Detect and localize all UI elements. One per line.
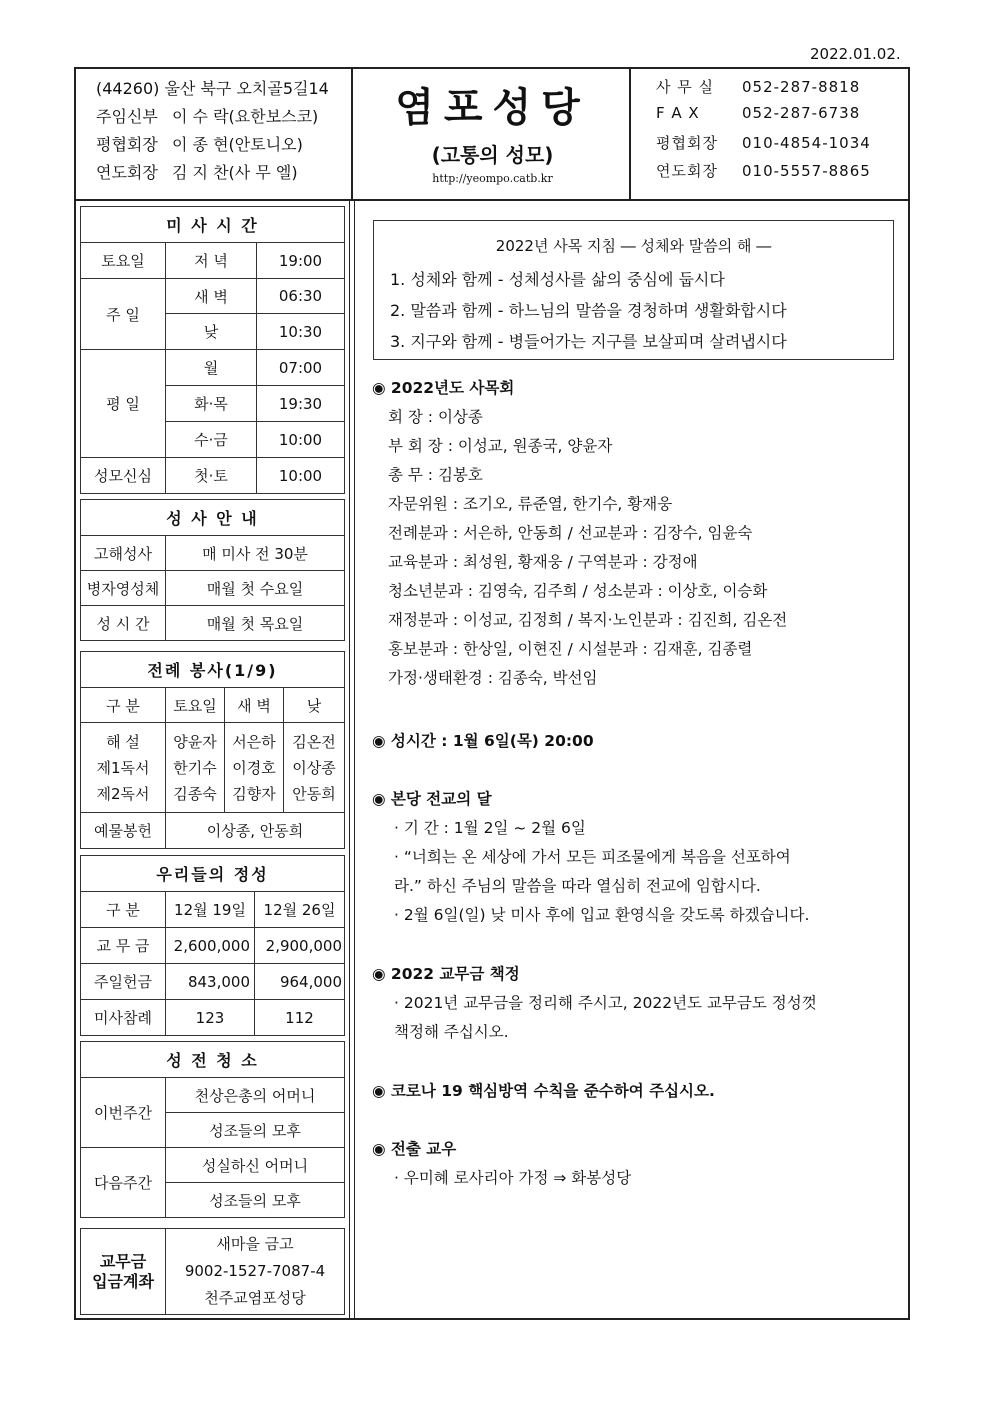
covid-heading: ◉ 코로나 19 핵심방역 수칙을 준수하여 주십시오.: [372, 1082, 715, 1100]
sun-day-time: 10:30: [257, 314, 345, 350]
council-row: 회 장 : 이상종: [388, 408, 483, 426]
liturgy-head-role: 구 분: [81, 688, 166, 723]
mary-label: 성모신심: [81, 458, 166, 494]
liturgy-dawn-names: 서은하 이경호 김향자: [225, 723, 284, 813]
liturgy-sat-names: 양윤자 한기수 김종숙: [166, 723, 225, 813]
mon-time: 07:00: [257, 350, 345, 386]
offering-head-dec19: 12월 19일: [166, 892, 255, 928]
mission-item: 라.” 하신 주님의 말씀을 따라 열심히 전교에 임합시다.: [394, 877, 761, 895]
council-row: 재정분과 : 이성교, 김정희 / 복지·노인분과 : 김진희, 김온전: [388, 611, 788, 629]
tithe-dec19: 2,600,000: [166, 928, 255, 964]
column-divider: [349, 201, 355, 1320]
council-row: 부 회 장 : 이성교, 원종국, 양윤자: [388, 437, 613, 455]
tithe-section: [372, 960, 817, 1047]
cleaning-table: [80, 1041, 345, 1218]
policy-line-2: 2. 말씀과 함께 - 하느님의 말씀을 경청하며 생활화합시다: [390, 301, 787, 320]
liturgy-head-day: 낮: [284, 688, 345, 723]
contact-fax: F A X 052-287-6738: [656, 104, 861, 122]
next-week-label: 다음주간: [81, 1148, 166, 1218]
council-row: 청소년분과 : 김영숙, 김주희 / 성소분과 : 이상호, 이승화: [388, 582, 768, 600]
parish-info: [96, 76, 329, 188]
mission-item: · “너희는 온 세상에 가서 모든 피조물에게 복음을 선포하여: [394, 848, 791, 866]
holy-hour-value: 매월 첫 목요일: [166, 606, 345, 641]
pastor-row: 주임신부 이 수 락(요한보스코): [96, 107, 319, 126]
sick-communion-label: 병자영성체: [81, 571, 166, 606]
wed-fri-time: 10:00: [257, 422, 345, 458]
holy-hour-section: [372, 727, 594, 756]
mass-times-table: [80, 206, 345, 494]
confession-label: 고해성사: [81, 536, 166, 571]
account-number: 9002-1527-7087-4: [184, 1262, 326, 1280]
next-week-group-1: 성실하신 어머니: [166, 1148, 345, 1183]
sat-time: 19:00: [257, 243, 345, 279]
policy-line-3: 3. 지구와 함께 - 병들어가는 지구를 보살피며 살려냅시다: [390, 332, 787, 351]
weekday-label: 평 일: [81, 350, 166, 458]
holy-hour-label: 성 시 간: [81, 606, 166, 641]
contact-yeondo: 연도회장 010-5557-8865: [656, 162, 871, 180]
tithe-heading: ◉ 2022 교무금 책정: [372, 965, 520, 983]
mission-month-section: [372, 785, 809, 930]
offering-title: 우리들의 정성: [81, 856, 345, 892]
council-row: 가정·생태환경 : 김종숙, 박선임: [388, 669, 598, 687]
contact-list: [656, 76, 871, 188]
header-divider: [629, 67, 631, 201]
account-bank: 새마을 금고: [216, 1235, 294, 1253]
covid-section: [372, 1077, 715, 1106]
church-url[interactable]: http://yeompo.catb.kr: [432, 172, 553, 185]
church-subtitle: (고통의 성모): [431, 143, 554, 167]
council-row: 자문위원 : 조기오, 류준열, 한기수, 황재웅: [388, 495, 673, 513]
sacrament-table: [80, 499, 345, 641]
mission-item: · 2월 6일(일) 낮 미사 후에 입교 환영식을 갖도록 하겠습니다.: [394, 906, 810, 924]
mission-item: · 기 간 : 1월 2일 ~ 2월 6일: [394, 819, 586, 837]
mon-slot: 월: [166, 350, 257, 386]
account-details: [166, 1229, 345, 1315]
liturgy-head-sat: 토요일: [166, 688, 225, 723]
sun-dawn-time: 06:30: [257, 279, 345, 314]
attendance-label: 미사참례: [81, 1000, 166, 1036]
council-president-row: 평협회장 이 종 현(안토니오): [96, 135, 303, 154]
liturgy-head-dawn: 새 벽: [225, 688, 284, 723]
council-row: 교육분과 : 최성원, 황재웅 / 구역분과 : 강정애: [388, 553, 698, 571]
cleaning-title: 성 전 청 소: [81, 1042, 345, 1078]
transfer-item: · 우미혜 로사리아 가정 ⇒ 화봉성당: [394, 1169, 632, 1187]
sat-label: 토요일: [81, 243, 166, 279]
contact-council: 평협회장 010-4854-1034: [656, 134, 871, 152]
liturgy-day-names: 김온전 이상종 안동희: [284, 723, 345, 813]
holy-hour-heading: ◉ 성시간 : 1월 6일(목) 20:00: [372, 732, 594, 750]
this-week-group-1: 천상은총의 어머니: [166, 1078, 345, 1113]
church-title-block: [360, 76, 625, 185]
council-row: 홍보분과 : 한상일, 이현진 / 시설분과 : 김재훈, 김종렬: [388, 640, 753, 658]
confession-value: 매 미사 전 30분: [166, 536, 345, 571]
address: (44260) 울산 북구 오치골5길14: [96, 79, 329, 98]
sunday-collection-label: 주일헌금: [81, 964, 166, 1000]
attendance-dec19: 123: [166, 1000, 255, 1036]
pastoral-policy-box: [373, 220, 894, 360]
tithe-label: 교 무 금: [81, 928, 166, 964]
tue-thu-time: 19:30: [257, 386, 345, 422]
this-week-group-2: 성조들의 모후: [166, 1113, 345, 1148]
sacrament-title: 성 사 안 내: [81, 500, 345, 536]
offering-head-label: 구 분: [81, 892, 166, 928]
offertory-names: 이상종, 안동희: [166, 813, 345, 849]
this-week-label: 이번주간: [81, 1078, 166, 1148]
liturgy-title: 전례 봉사(1/9): [81, 652, 345, 688]
mission-heading: ◉ 본당 전교의 달: [372, 790, 492, 808]
next-week-group-2: 성조들의 모후: [166, 1183, 345, 1218]
offering-table: [80, 855, 345, 1036]
wed-fri-slot: 수·금: [166, 422, 257, 458]
sun-dawn-slot: 새 벽: [166, 279, 257, 314]
attendance-dec26: 112: [255, 1000, 345, 1036]
council-row: 총 무 : 김봉호: [388, 466, 483, 484]
sun-day-slot: 낮: [166, 314, 257, 350]
church-name: 염포성당: [395, 85, 590, 131]
account-label: 교무금 입금계좌: [81, 1229, 166, 1315]
policy-title: 2022년 사목 지침 ― 성체와 말씀의 해 ―: [495, 237, 772, 255]
mary-slot: 첫·토: [166, 458, 257, 494]
sunday-collection-dec26: 964,000: [255, 964, 345, 1000]
yeondo-president-row: 연도회장 김 지 찬(사 무 엘): [96, 163, 298, 182]
council-row: 전례분과 : 서은하, 안동희 / 선교분과 : 김장수, 임윤숙: [388, 524, 753, 542]
council-heading: ◉ 2022년도 사목회: [372, 379, 515, 397]
liturgy-roles: 해 설 제1독서 제2독서: [81, 723, 166, 813]
policy-line-1: 1. 성체와 함께 - 성체성사를 삶의 중심에 둡시다: [390, 270, 725, 289]
tithe-item: 책정해 주십시오.: [394, 1023, 509, 1041]
mary-time: 10:00: [257, 458, 345, 494]
sunday-collection-dec19: 843,000: [166, 964, 255, 1000]
account-table: [80, 1228, 345, 1315]
tue-thu-slot: 화·목: [166, 386, 257, 422]
transfer-heading: ◉ 전출 교우: [372, 1140, 457, 1158]
sick-communion-value: 매월 첫 수요일: [166, 571, 345, 606]
sun-label: 주 일: [81, 279, 166, 350]
offertory-label: 예물봉헌: [81, 813, 166, 849]
sat-slot: 저 녁: [166, 243, 257, 279]
account-holder: 천주교염포성당: [204, 1289, 306, 1307]
mass-times-title: 미 사 시 간: [81, 207, 345, 243]
offering-head-dec26: 12월 26일: [255, 892, 345, 928]
issue-date: 2022.01.02.: [810, 45, 901, 63]
pastoral-council-section: [372, 374, 787, 693]
liturgy-table: [80, 651, 345, 849]
contact-office: 사 무 실 052-287-8818: [656, 78, 861, 96]
tithe-item: · 2021년 교무금을 정리해 주시고, 2022년도 교무금도 정성껏: [394, 994, 817, 1012]
tithe-dec26: 2,900,000: [255, 928, 345, 964]
transfer-section: [372, 1135, 631, 1193]
